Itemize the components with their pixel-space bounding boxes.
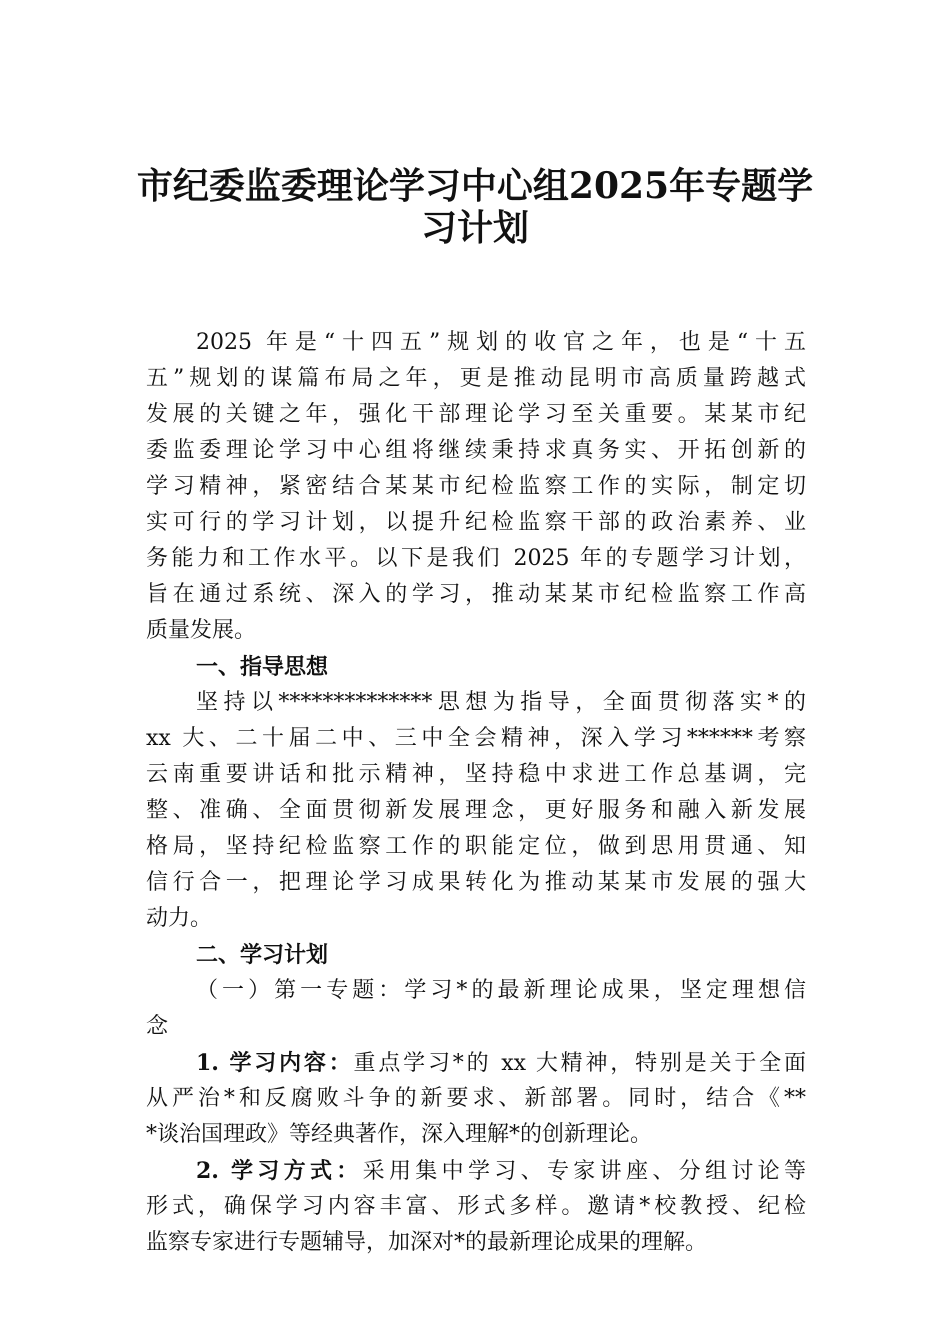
section1-line: xx 大、二十届二中、三中全会精神，深入学习******考察	[146, 726, 806, 751]
section-heading-guiding-thought: 一、指导思想	[196, 654, 329, 680]
intro-line: 质量发展。	[146, 618, 257, 643]
item1-first-line	[196, 1048, 806, 1078]
intro-line: 发展的关键之年，强化干部理论学习至关重要。某某市纪	[146, 402, 806, 427]
section1-line: 动力。	[146, 906, 213, 931]
item2-first-line	[196, 1156, 806, 1186]
topic1-heading: 念	[146, 1014, 169, 1039]
item2-text: 采用集中学习、专家讲座、分组讨论等	[362, 1159, 806, 1184]
document-title-line-1: 市纪委监委理论学习中心组2025年专题学	[136, 165, 814, 207]
section1-line: 坚持以**************思想为指导，全面贯彻落实*的	[196, 690, 806, 715]
intro-line: 学习精神，紧密结合某某市纪检监察工作的实际，制定切	[146, 474, 806, 499]
section1-line: 信行合一，把理论学习成果转化为推动某某市发展的强大	[146, 870, 806, 895]
section-heading-study-plan: 二、学习计划	[196, 942, 329, 968]
intro-line: 务能力和工作水平。以下是我们 2025 年的专题学习计划，	[146, 546, 806, 571]
item1-label: 1. 学习内容：	[196, 1050, 354, 1076]
item2-line: 形式，确保学习内容丰富、形式多样。邀请*校教授、纪检	[146, 1194, 806, 1219]
section1-line: 格局，坚持纪检监察工作的职能定位，做到思用贯通、知	[146, 834, 806, 859]
item1-line: *谈治国理政》等经典著作，深入理解*的创新理论。	[146, 1122, 653, 1147]
document-title-line-2: 习计划	[420, 207, 529, 249]
section1-line: 云南重要讲话和批示精神，坚持稳中求进工作总基调，完	[146, 762, 806, 787]
intro-line: 实可行的学习计划，以提升纪检监察干部的政治素养、业	[146, 510, 806, 535]
intro-line: 五”规划的谋篇布局之年，更是推动昆明市高质量跨越式	[146, 366, 806, 391]
item1-text: 重点学习*的 xx 大精神，特别是关于全面	[353, 1051, 806, 1076]
section1-line: 整、准确、全面贯彻新发展理念，更好服务和融入新发展	[146, 798, 806, 823]
intro-line: 委监委理论学习中心组将继续秉持求真务实、开拓创新的	[146, 438, 806, 463]
intro-line: 2025 年是“十四五”规划的收官之年，也是“十五	[196, 330, 806, 355]
item2-label: 2. 学习方式：	[196, 1158, 363, 1184]
item2-line: 监察专家进行专题辅导，加深对*的最新理论成果的理解。	[146, 1230, 708, 1255]
item1-line: 从严治*和反腐败斗争的新要求、新部署。同时，结合《**	[146, 1086, 806, 1111]
intro-line: 旨在通过系统、深入的学习，推动某某市纪检监察工作高	[146, 582, 806, 607]
topic1-heading: （一）第一专题：学习*的最新理论成果，坚定理想信	[196, 978, 806, 1003]
